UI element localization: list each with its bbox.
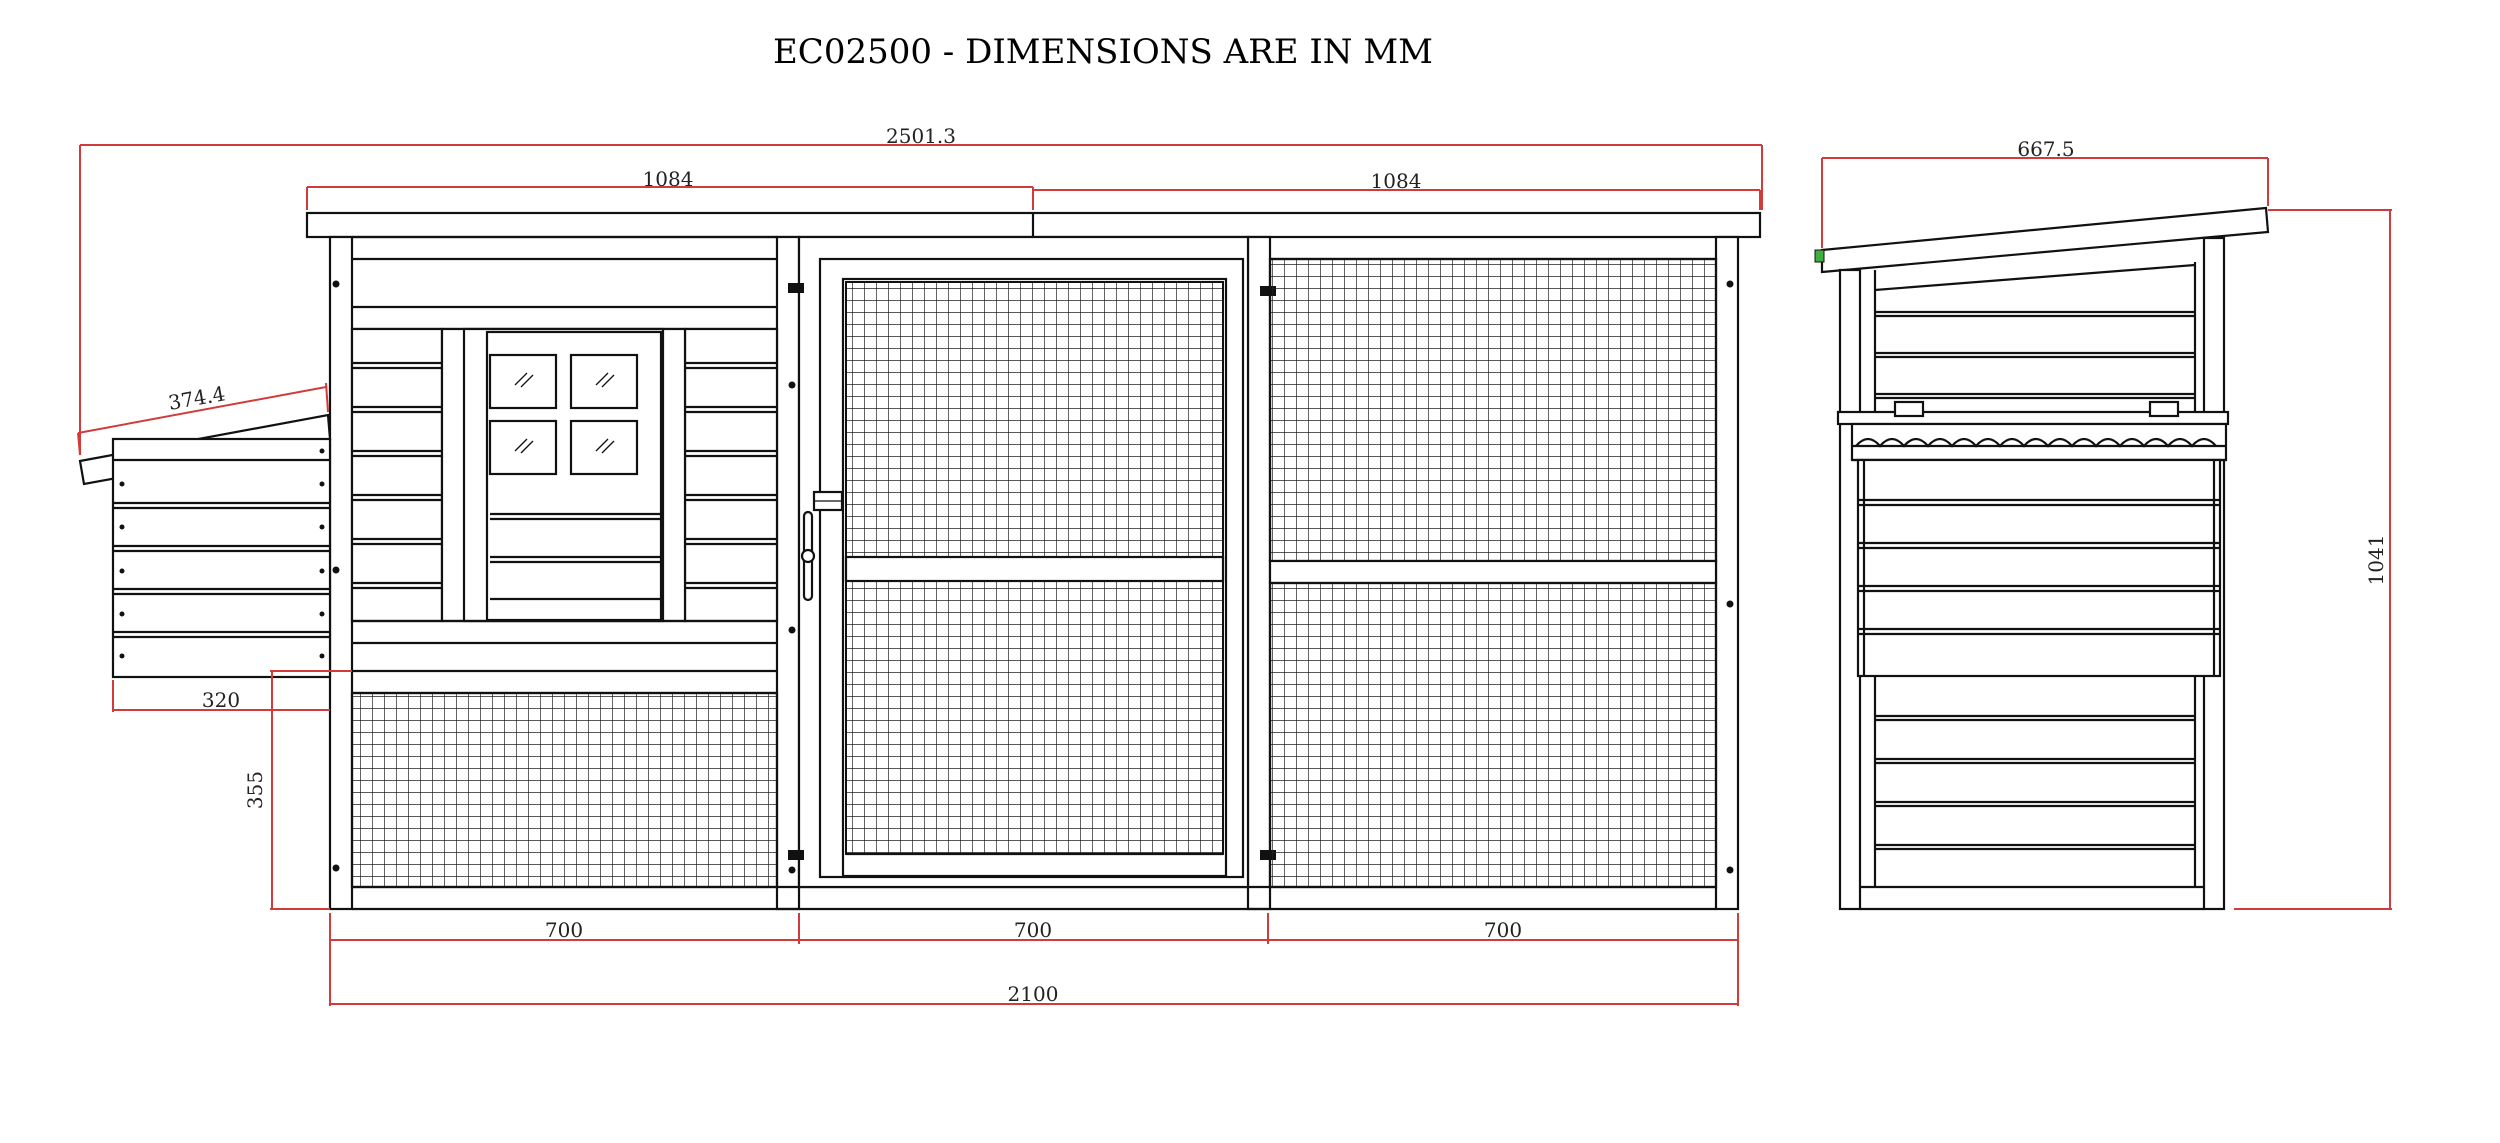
front-view — [80, 213, 1760, 909]
mesh-panel-right-upper — [1270, 259, 1716, 561]
dim-roof-right: 1084 — [1370, 169, 1422, 193]
post-right — [1716, 237, 1738, 909]
hinge-icon — [788, 850, 804, 860]
side-view — [1815, 208, 2268, 909]
hinge-icon — [2150, 402, 2178, 416]
hinge-accent — [1815, 250, 1824, 262]
window — [442, 329, 685, 621]
nest-box — [80, 415, 330, 677]
dim-nest-box-height: 355 — [243, 770, 267, 810]
mesh-panel-left — [352, 693, 777, 887]
door[interactable] — [788, 237, 1276, 887]
mesh-panel-right-lower — [1270, 583, 1716, 887]
dim-base-length: 2100 — [1007, 982, 1059, 1006]
dim-depth: 667.5 — [2017, 137, 2075, 161]
dim-nest-box-roof: 374.4 — [166, 381, 228, 415]
dim-section-2: 700 — [1013, 918, 1053, 942]
window-pane — [571, 421, 637, 474]
dim-nest-box-depth: 320 — [201, 688, 241, 712]
window-pane — [490, 355, 556, 408]
dim-height: 1041 — [2364, 534, 2388, 586]
left-siding-boards — [352, 329, 442, 621]
side-roof — [1822, 208, 2268, 272]
post-left — [330, 237, 352, 909]
window-pane — [490, 421, 556, 474]
window-pane — [571, 355, 637, 408]
drawing-title: EC02500 - DIMENSIONS ARE IN MM — [772, 32, 1434, 72]
dim-section-3: 700 — [1483, 918, 1523, 942]
post-mid-left — [777, 237, 799, 909]
dim-roof-left: 1084 — [642, 167, 694, 191]
hinge-icon — [1895, 402, 1923, 416]
hinge-icon — [788, 283, 804, 293]
right-siding-boards — [685, 329, 777, 621]
dim-overall-length: 2501.3 — [886, 124, 956, 148]
dim-section-1: 700 — [544, 918, 584, 942]
door-mesh-lower — [846, 581, 1223, 854]
door-mesh-upper — [846, 282, 1223, 557]
post-mid-right — [1248, 237, 1270, 909]
